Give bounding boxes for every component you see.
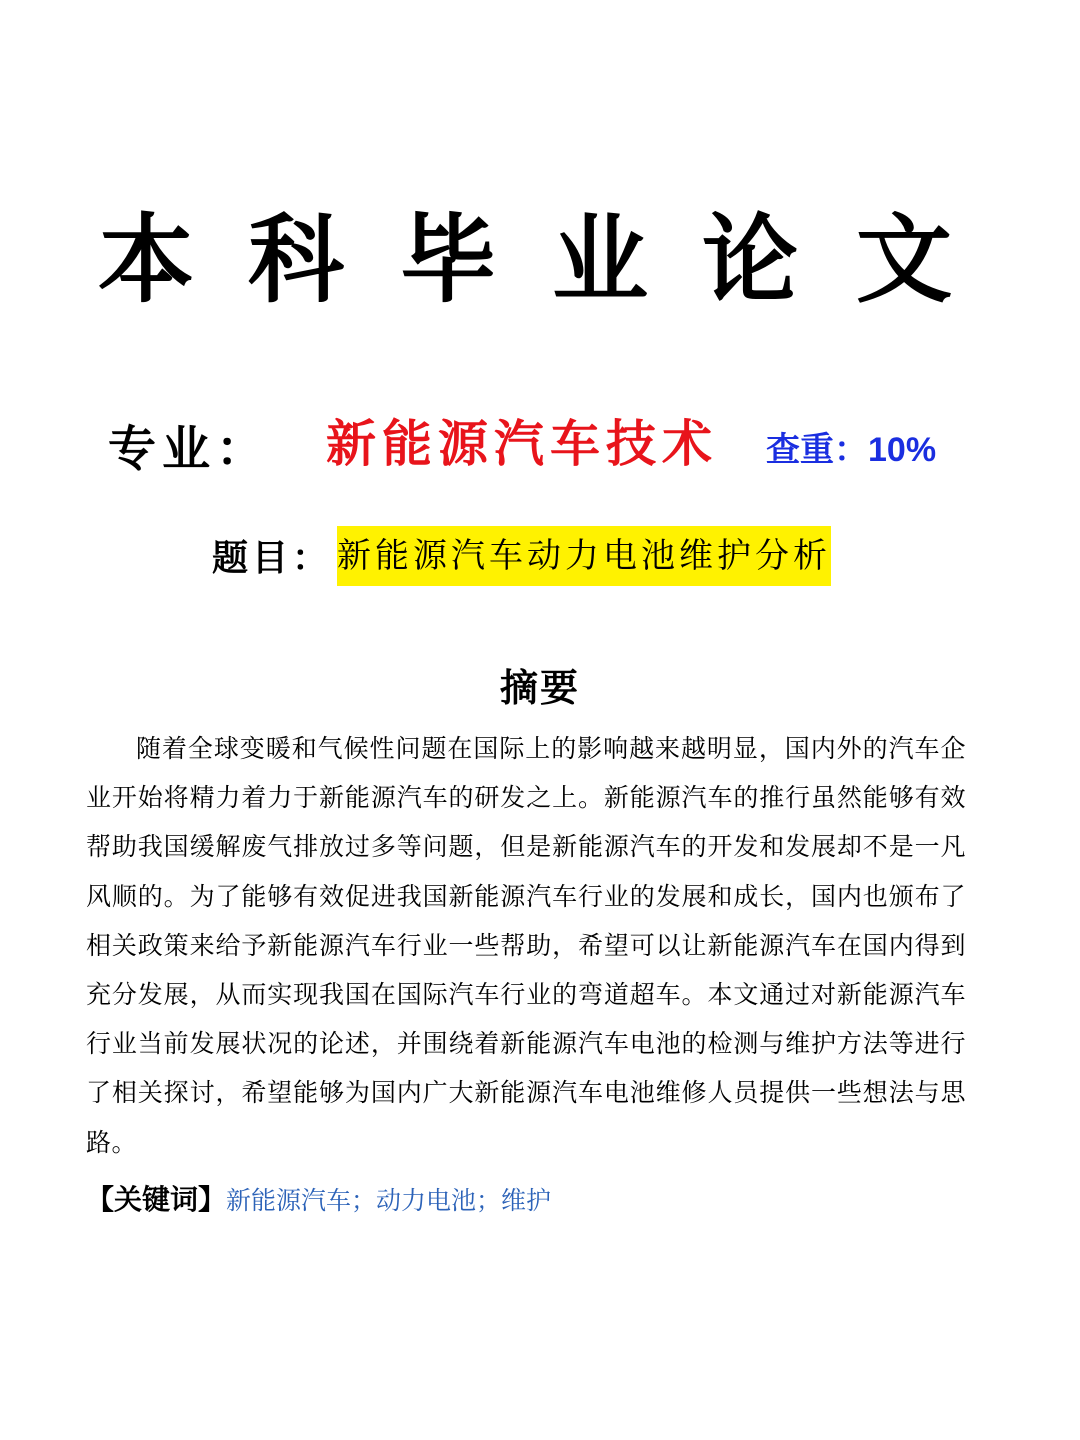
major-value: 新能源汽车技术 [326,414,718,473]
plagiarism-check-value: 10% [868,431,937,469]
main-title [0,200,1080,320]
major-row [0,408,1080,488]
main-title-char: 本 [98,203,194,316]
abstract-title: 摘要 [499,665,580,710]
plagiarism-check-label: 查重： [766,430,868,470]
keywords [86,1176,966,1225]
topic-row [0,526,1080,590]
topic-label: 题目： [212,537,333,579]
main-title-char: 科 [248,203,344,316]
plagiarism-check [766,422,936,478]
main-title-char: 毕 [400,203,496,316]
main-title-char: 论 [702,203,798,316]
topic-value: 新能源汽车动力电池维护分析 [337,526,831,586]
keywords-value: 新能源汽车；动力电池；维护 [226,1186,552,1215]
abstract-body: 随着全球变暖和气候性问题在国际上的影响越来越明显，国内外的汽车企业开始将精力着力于新能源汽车的研发之上。新能源汽车的推行虽然能够有效帮助我国缓解废气排放过多等问题，但是新能源汽车的开发和发展却不是一凡风顺的。为了能够有效促进我国新能源汽车行业的发展和成长，国内也颁布了相关政策来给予新能源汽车行业一些帮助，希望可以让新能源汽车在国内得到充分发展，从而实现我国在国际汽车行业的弯道超车。本文通过对新能源汽车行业当前发展状况的论述，并围绕着新能源汽车电池的检测与维护方法等进行了相关探讨，希望能够为国内广大新能源汽车电池维修人员提供一些想法与思路。 [86,734,966,1157]
main-title-char: 业 [552,203,648,316]
major-label: 专业： [108,421,271,477]
keywords-label: 【关键词】 [86,1183,227,1216]
main-title-char: 文 [856,203,952,316]
